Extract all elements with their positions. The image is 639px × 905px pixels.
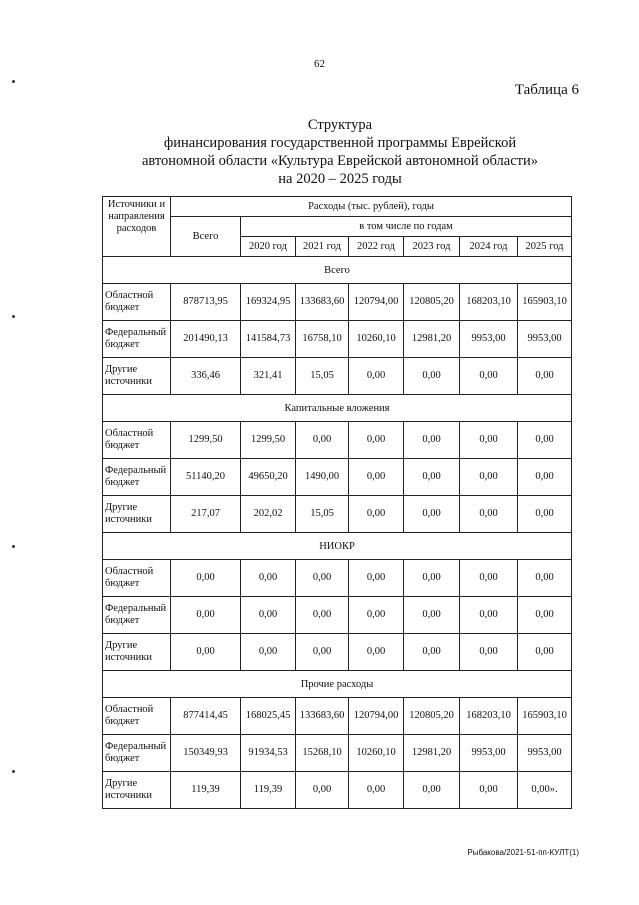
cell-year-value: 133683,60 (296, 698, 349, 735)
cell-year-value: 165903,10 (518, 698, 572, 735)
cell-year-value: 0,00 (404, 597, 460, 634)
cell-year-value: 0,00 (460, 459, 518, 496)
cell-year-value: 15268,10 (296, 735, 349, 772)
cell-total: 0,00 (171, 634, 241, 671)
table-row (103, 422, 572, 459)
cell-total: 336,46 (171, 358, 241, 395)
section-title: НИОКР (103, 533, 572, 560)
cell-year-value: 120794,00 (349, 698, 404, 735)
cell-year-value: 15,05 (296, 358, 349, 395)
cell-year-value: 0,00 (296, 560, 349, 597)
row-label: Другие источники (103, 634, 171, 671)
cell-year-value: 0,00 (241, 597, 296, 634)
cell-year-value: 9953,00 (460, 321, 518, 358)
cell-year-value: 120805,20 (404, 284, 460, 321)
row-label: Федеральный бюджет (103, 459, 171, 496)
table-row (103, 358, 572, 395)
row-label: Другие источники (103, 496, 171, 533)
cell-year-value: 0,00 (349, 560, 404, 597)
cell-year-value: 168203,10 (460, 284, 518, 321)
cell-year-value: 0,00 (296, 597, 349, 634)
table-row (103, 321, 572, 358)
cell-year-value: 0,00 (404, 358, 460, 395)
cell-year-value: 0,00 (518, 422, 572, 459)
row-label: Другие источники (103, 772, 171, 809)
cell-year-value: 16758,10 (296, 321, 349, 358)
title-line: автономной области «Культура Еврейской автономной области» (141, 153, 539, 169)
cell-year-value: 0,00 (518, 634, 572, 671)
cell-year-value: 119,39 (241, 772, 296, 809)
row-label: Федеральный бюджет (103, 597, 171, 634)
header-total: Всего (171, 217, 241, 257)
cell-year-value: 9953,00 (518, 321, 572, 358)
header-year: 2020 год (241, 237, 296, 257)
page-number: 62 (314, 58, 325, 70)
margin-mark (12, 545, 15, 548)
cell-year-value: 0,00 (296, 772, 349, 809)
cell-year-value: 0,00 (518, 560, 572, 597)
cell-year-value: 0,00 (404, 422, 460, 459)
cell-year-value: 0,00 (349, 634, 404, 671)
row-label: Областной бюджет (103, 422, 171, 459)
cell-year-value: 321,41 (241, 358, 296, 395)
cell-total: 1299,50 (171, 422, 241, 459)
cell-year-value: 10260,10 (349, 735, 404, 772)
cell-total: 0,00 (171, 560, 241, 597)
cell-year-value: 0,00 (460, 422, 518, 459)
cell-total: 217,07 (171, 496, 241, 533)
cell-year-value: 120805,20 (404, 698, 460, 735)
cell-year-value: 0,00 (518, 358, 572, 395)
section-row (103, 257, 572, 284)
cell-year-value: 10260,10 (349, 321, 404, 358)
table-row (103, 772, 572, 809)
cell-year-value: 0,00 (349, 358, 404, 395)
header-expenses: Расходы (тыс. рублей), годы (171, 197, 572, 217)
cell-year-value: 0,00 (404, 772, 460, 809)
cell-year-value: 0,00 (349, 496, 404, 533)
section-row (103, 533, 572, 560)
cell-total: 0,00 (171, 597, 241, 634)
header-year: 2025 год (518, 237, 572, 257)
cell-year-value: 0,00 (349, 459, 404, 496)
table-row (103, 560, 572, 597)
cell-total: 878713,95 (171, 284, 241, 321)
cell-year-value: 0,00 (460, 597, 518, 634)
cell-year-value: 1299,50 (241, 422, 296, 459)
cell-year-value: 141584,73 (241, 321, 296, 358)
cell-year-value: 168025,45 (241, 698, 296, 735)
section-title: Всего (103, 257, 572, 284)
cell-year-value: 12981,20 (404, 735, 460, 772)
financing-table (102, 196, 572, 809)
margin-mark (12, 315, 15, 318)
cell-year-value: 0,00 (241, 634, 296, 671)
cell-year-value: 168203,10 (460, 698, 518, 735)
cell-total: 51140,20 (171, 459, 241, 496)
table-row (103, 634, 572, 671)
row-label: Областной бюджет (103, 698, 171, 735)
cell-year-value: 0,00 (460, 772, 518, 809)
cell-year-value: 0,00 (404, 459, 460, 496)
cell-year-value: 49650,20 (241, 459, 296, 496)
title-line: на 2020 – 2025 годы (278, 171, 402, 187)
row-label: Областной бюджет (103, 284, 171, 321)
cell-year-value: 0,00 (349, 422, 404, 459)
row-label: Другие источники (103, 358, 171, 395)
cell-year-value: 0,00 (518, 496, 572, 533)
section-row (103, 671, 572, 698)
cell-year-value: 0,00 (241, 560, 296, 597)
cell-year-value: 0,00 (349, 597, 404, 634)
section-title: Капитальные вложения (103, 395, 572, 422)
header-by-year: в том числе по годам (241, 217, 572, 237)
cell-year-value: 0,00 (296, 422, 349, 459)
header-year: 2024 год (460, 237, 518, 257)
document-title (110, 116, 570, 188)
cell-year-value: 12981,20 (404, 321, 460, 358)
table-label: Таблица 6 (514, 82, 579, 98)
cell-year-value: 0,00 (404, 496, 460, 533)
cell-year-value: 91934,53 (241, 735, 296, 772)
cell-year-value: 120794,00 (349, 284, 404, 321)
cell-total: 119,39 (171, 772, 241, 809)
cell-year-value: 0,00». (518, 772, 572, 809)
margin-mark (12, 80, 15, 83)
cell-year-value: 169324,95 (241, 284, 296, 321)
title-line: финансирования государственной программы Еврейской (163, 135, 517, 151)
table-row (103, 459, 572, 496)
cell-year-value: 1490,00 (296, 459, 349, 496)
row-label: Федеральный бюджет (103, 321, 171, 358)
margin-mark (12, 770, 15, 773)
table-row (103, 496, 572, 533)
footer-code: Рыбакова/2021-51-пп-КУЛТ(1) (467, 848, 579, 857)
cell-year-value: 0,00 (518, 597, 572, 634)
cell-year-value: 133683,60 (296, 284, 349, 321)
row-label: Областной бюджет (103, 560, 171, 597)
table-body (103, 257, 572, 809)
cell-year-value: 0,00 (518, 459, 572, 496)
cell-year-value: 0,00 (460, 496, 518, 533)
row-label: Федеральный бюджет (103, 735, 171, 772)
cell-year-value: 0,00 (349, 772, 404, 809)
table-row (103, 735, 572, 772)
section-title: Прочие расходы (103, 671, 572, 698)
header-year: 2023 год (404, 237, 460, 257)
cell-year-value: 9953,00 (460, 735, 518, 772)
cell-year-value: 165903,10 (518, 284, 572, 321)
header-year: 2022 год (349, 237, 404, 257)
cell-year-value: 0,00 (296, 634, 349, 671)
cell-total: 150349,93 (171, 735, 241, 772)
table-row (103, 284, 572, 321)
cell-total: 877414,45 (171, 698, 241, 735)
cell-year-value: 0,00 (460, 560, 518, 597)
section-row (103, 395, 572, 422)
title-line: Структура (307, 117, 373, 133)
header-year: 2021 год (296, 237, 349, 257)
cell-year-value: 0,00 (404, 560, 460, 597)
cell-year-value: 9953,00 (518, 735, 572, 772)
cell-year-value: 15,05 (296, 496, 349, 533)
cell-year-value: 0,00 (460, 358, 518, 395)
cell-year-value: 0,00 (404, 634, 460, 671)
table-row (103, 597, 572, 634)
header-sources: Источники и направления расходов (103, 197, 171, 257)
cell-total: 201490,13 (171, 321, 241, 358)
cell-year-value: 202,02 (241, 496, 296, 533)
table-row (103, 698, 572, 735)
cell-year-value: 0,00 (460, 634, 518, 671)
